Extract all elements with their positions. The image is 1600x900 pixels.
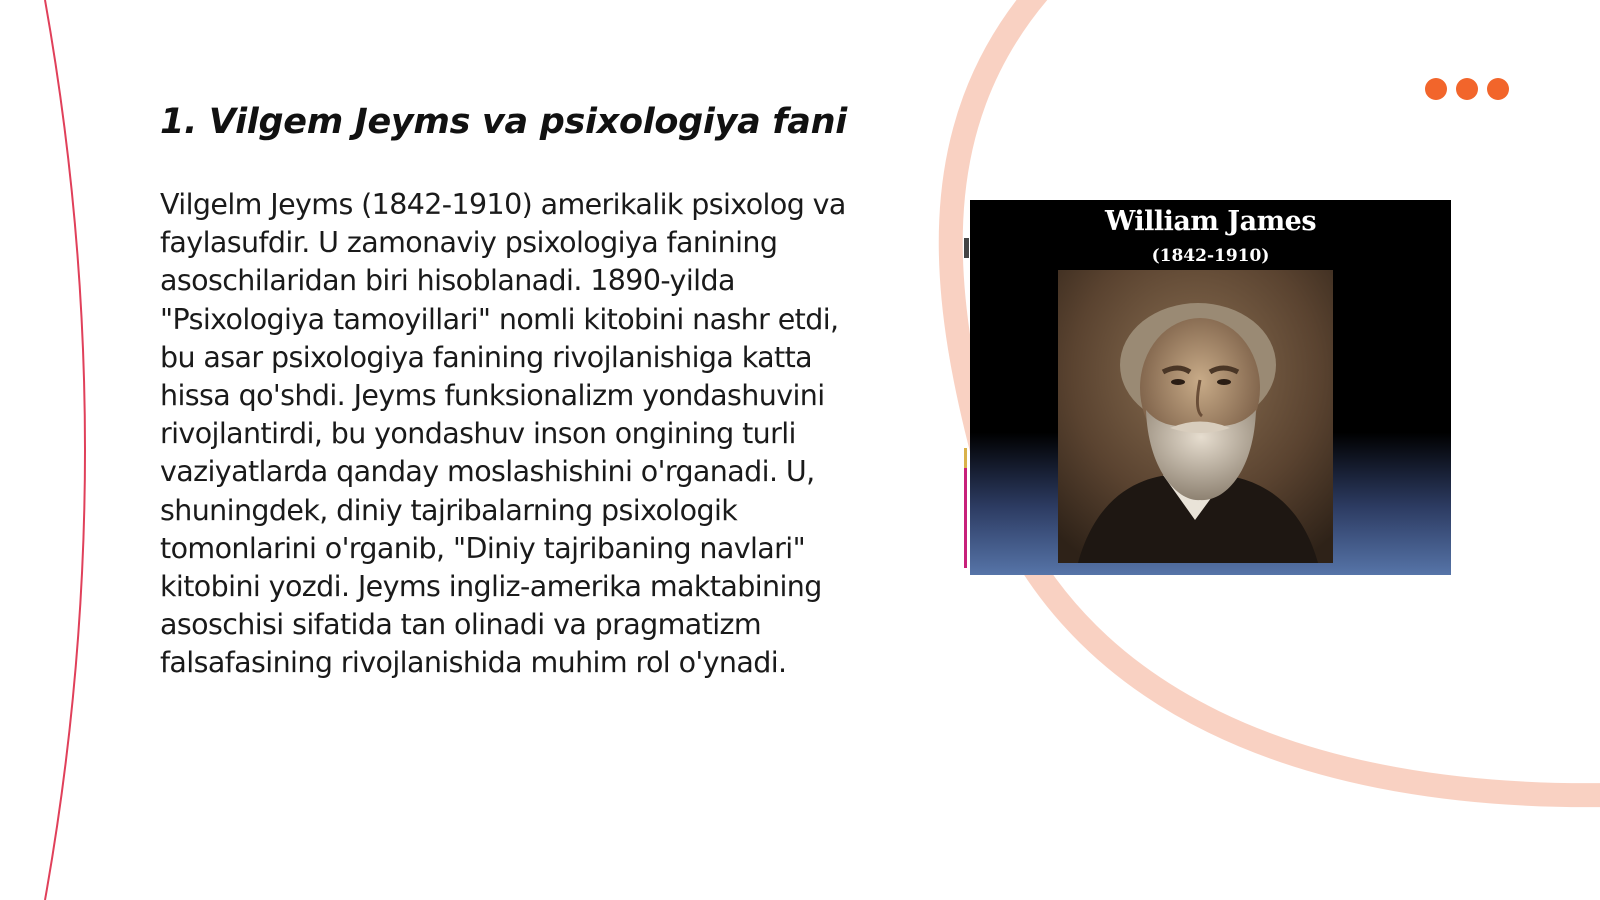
edge-mark: [964, 448, 967, 468]
portrait-card: [970, 200, 1451, 575]
portrait-photo-icon: [1058, 270, 1333, 563]
dot-icon: [1487, 78, 1509, 100]
portrait-name: William James: [1104, 206, 1317, 237]
dot-icon: [1456, 78, 1478, 100]
left-red-curve: [45, 0, 85, 900]
slide-title: 1. Vilgem Jeyms va psixologiya fani: [160, 102, 847, 142]
edge-mark: [964, 238, 969, 258]
accent-dots: [1425, 78, 1509, 100]
portrait-years: (1842-1910): [1151, 246, 1270, 266]
dot-icon: [1425, 78, 1447, 100]
edge-mark: [964, 468, 967, 568]
slide-body-text: Vilgelm Jeyms (1842-1910) amerikalik psixolog va faylasufdir. U zamonaviy psixologiya fanining asoschilaridan biri hisoblanadi. 1890-yilda "Psixologiya tamoyillari" nomli kitobini nashr etdi, bu asar psixologiya fanining rivojlanishiga katta hissa qo'shdi. Jeyms funksionalizm yondashuvini rivojlantirdi, bu yondashuv inson ongining turli vaziyatlarda qanday moslashishini o'rganadi. U, shuningdek, diniy tajribalarning psixologik tomonlarini o'rganib, "Diniy tajribaning navlari" kitobini yozdi. Jeyms ingliz-amerika maktabining asoschisi sifatida tan olinadi va pragmatizm falsafasining rivojlanishida muhim rol o'ynadi.: [160, 188, 846, 680]
